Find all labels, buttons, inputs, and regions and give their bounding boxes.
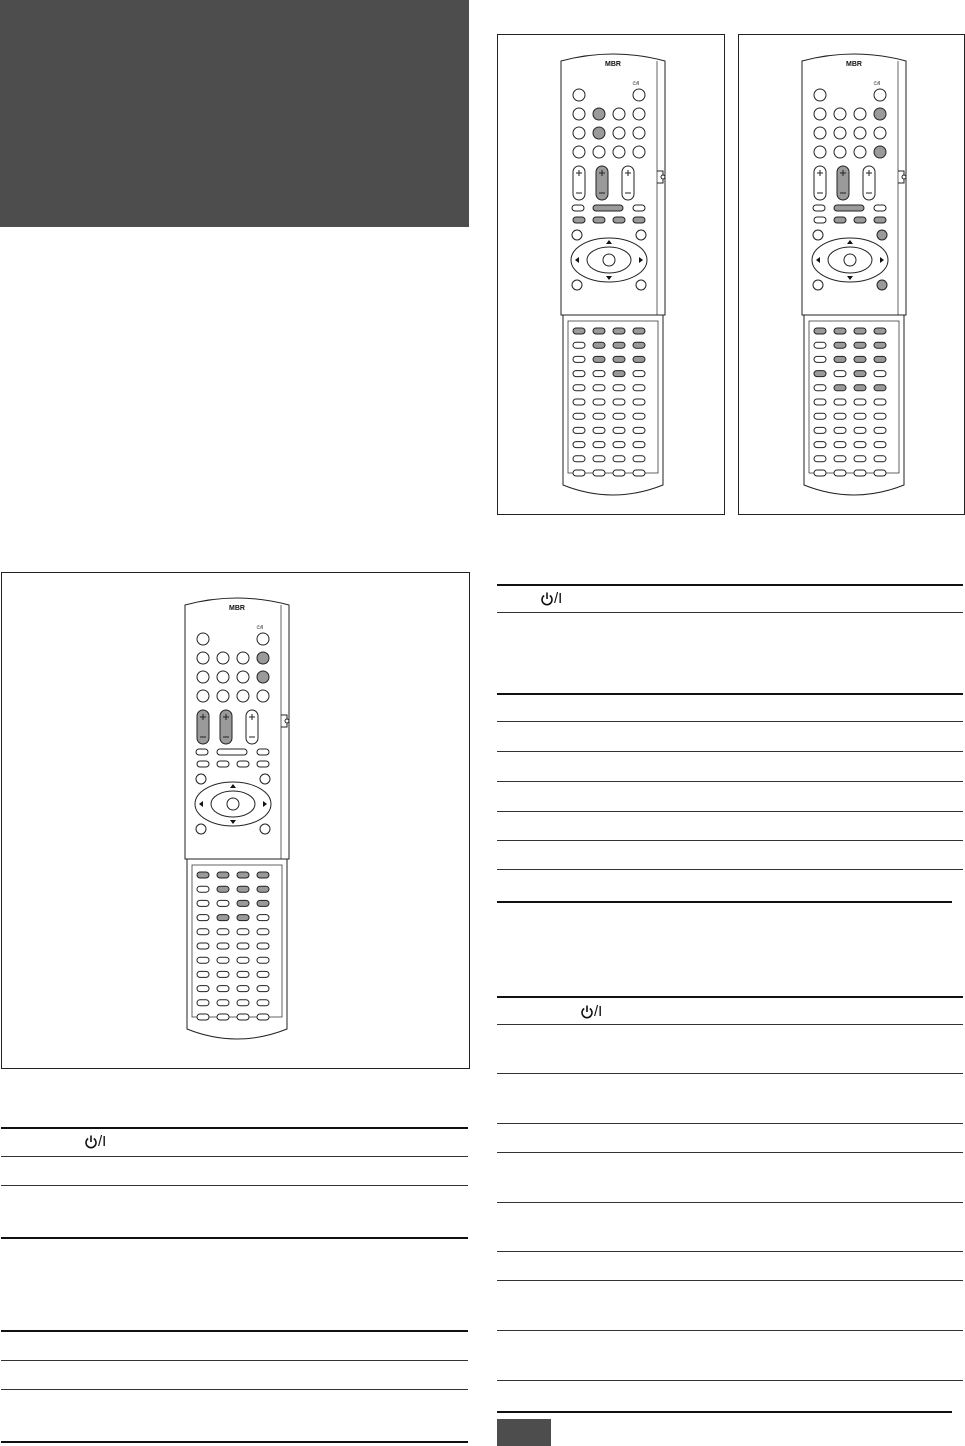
- remote-button: [237, 671, 249, 683]
- remote-button: [197, 1014, 209, 1020]
- remote-button: [613, 399, 625, 405]
- remote-button: [573, 89, 585, 101]
- remote-button: [572, 280, 582, 290]
- side-switch-knob: [902, 175, 906, 179]
- remote-button: [834, 217, 846, 223]
- remote-button: [197, 929, 209, 935]
- remote-button: [257, 943, 269, 949]
- remote-button: [237, 652, 249, 664]
- table-rule: [497, 996, 963, 998]
- remote-button: [257, 690, 269, 702]
- remote-button: [257, 761, 269, 767]
- remote-button: [257, 749, 269, 755]
- table-rule: [1, 1441, 468, 1443]
- remote-button: [197, 652, 209, 664]
- remote-button: [874, 127, 886, 139]
- remote-button: [237, 957, 249, 963]
- remote-button: [874, 371, 886, 377]
- remote-button: [237, 943, 249, 949]
- table-rule: [497, 840, 963, 841]
- remote-button: [633, 470, 645, 476]
- remote-button: [257, 986, 269, 992]
- remote-button: [257, 971, 269, 977]
- remote-button: [593, 205, 623, 211]
- remote-button: [854, 456, 866, 462]
- remote-button: [197, 986, 209, 992]
- remote-button: [572, 230, 582, 240]
- remote-button: [854, 413, 866, 419]
- remote-button: [633, 205, 645, 211]
- remote-button: [257, 886, 269, 892]
- remote-button: [197, 872, 209, 878]
- remote-button: [593, 442, 605, 448]
- remote-button: [197, 671, 209, 683]
- remote-button: [257, 957, 269, 963]
- remote-button: [874, 399, 886, 405]
- remote-control-illustration: [181, 593, 293, 1049]
- table-rule: [497, 693, 963, 695]
- remote-button: [814, 108, 826, 120]
- table-rule: [497, 1073, 963, 1074]
- remote-button: [874, 413, 886, 419]
- remote-button: [633, 442, 645, 448]
- remote-button: [217, 971, 229, 977]
- remote-button: [593, 108, 605, 120]
- table-rule: [1, 1127, 468, 1129]
- remote-button: [633, 146, 645, 158]
- remote-button: [257, 929, 269, 935]
- table-rule: [1, 1156, 468, 1157]
- table-rule: [497, 584, 963, 586]
- remote-button: [636, 280, 646, 290]
- remote-button: [573, 108, 585, 120]
- remote-button: [613, 470, 625, 476]
- remote-button: [874, 328, 886, 334]
- remote-button: [196, 749, 208, 755]
- table-rule: [497, 1330, 963, 1331]
- remote-button: [813, 280, 823, 290]
- remote-button: [874, 89, 886, 101]
- remote-button: [573, 328, 585, 334]
- remote-button: [834, 108, 846, 120]
- remote-button: [854, 385, 866, 391]
- remote-button: [573, 356, 585, 362]
- remote-button: [874, 427, 886, 433]
- remote-button: [814, 217, 826, 223]
- remote-button: [593, 342, 605, 348]
- remote-button: [257, 1014, 269, 1020]
- remote-button: [593, 217, 605, 223]
- remote-button: [814, 456, 826, 462]
- remote-button: [593, 385, 605, 391]
- power-icon: [84, 1134, 98, 1150]
- remote-button: [217, 900, 229, 906]
- remote-button: [813, 230, 823, 240]
- remote-button: [854, 371, 866, 377]
- remote-button: [633, 328, 645, 334]
- power-label: /I: [98, 1133, 107, 1150]
- remote-button: [197, 761, 209, 767]
- remote-button: [573, 399, 585, 405]
- remote-button: [257, 633, 269, 645]
- power-icon: ⏻/I: [873, 81, 881, 87]
- remote-button: [633, 217, 645, 223]
- remote-button: [217, 915, 229, 921]
- remote-button: [854, 399, 866, 405]
- remote-button: [633, 456, 645, 462]
- remote-button: [593, 356, 605, 362]
- remote-button: [633, 399, 645, 405]
- remote-button: [613, 356, 625, 362]
- remote-button: [613, 108, 625, 120]
- remote-button: [573, 427, 585, 433]
- table-rule: [497, 1251, 963, 1252]
- remote-button: [854, 108, 866, 120]
- section-title-block: [0, 0, 469, 227]
- remote-button: [197, 690, 209, 702]
- remote-button: [854, 442, 866, 448]
- remote-button: [814, 399, 826, 405]
- remote-button: [613, 427, 625, 433]
- remote-button: [814, 427, 826, 433]
- remote-button: [874, 385, 886, 391]
- table-rule: [497, 1411, 952, 1413]
- brand-logo: MBR: [846, 61, 862, 68]
- remote-button: [217, 749, 247, 755]
- remote-button: [854, 470, 866, 476]
- table-rule: [497, 869, 963, 870]
- brand-logo: MBR: [605, 61, 621, 68]
- remote-button: [237, 929, 249, 935]
- remote-button: [217, 671, 229, 683]
- table-rule: [497, 721, 963, 722]
- table-rule: [497, 1152, 963, 1153]
- remote-button: [217, 986, 229, 992]
- table-rule: [1, 1185, 468, 1186]
- remote-button: [834, 427, 846, 433]
- remote-button: [874, 342, 886, 348]
- remote-button: [237, 761, 249, 767]
- remote-button: [573, 371, 585, 377]
- remote-button: [834, 442, 846, 448]
- remote-button: [633, 385, 645, 391]
- table-rule: [1, 1330, 468, 1332]
- remote-button: [834, 205, 864, 211]
- remote-button: [237, 971, 249, 977]
- remote-button: [593, 456, 605, 462]
- remote-button: [196, 774, 206, 784]
- remote-button: [834, 399, 846, 405]
- remote-button: [854, 217, 866, 223]
- remote-button: [633, 413, 645, 419]
- remote-button: [593, 146, 605, 158]
- remote-button: [573, 470, 585, 476]
- remote-button: [573, 413, 585, 419]
- remote-button: [237, 1000, 249, 1006]
- remote-button: [593, 127, 605, 139]
- remote-button: [814, 371, 826, 377]
- table-rule: [497, 1123, 963, 1124]
- remote-button: [834, 385, 846, 391]
- remote-button: [613, 217, 625, 223]
- power-label: /I: [594, 1003, 603, 1020]
- remote-button: [197, 1000, 209, 1006]
- brand-logo: MBR: [229, 605, 245, 612]
- remote-button: [217, 652, 229, 664]
- power-icon: ⏻/I: [632, 81, 640, 87]
- remote-button: [874, 356, 886, 362]
- ok-button: [227, 798, 239, 810]
- remote-button: [257, 900, 269, 906]
- remote-control-illustration: [798, 49, 910, 505]
- remote-button: [237, 915, 249, 921]
- remote-button: [877, 280, 887, 290]
- remote-button: [572, 205, 584, 211]
- remote-button: [834, 470, 846, 476]
- remote-button: [237, 986, 249, 992]
- remote-button: [573, 127, 585, 139]
- remote-button: [854, 127, 866, 139]
- remote-button: [814, 89, 826, 101]
- remote-button: [633, 127, 645, 139]
- remote-button: [197, 957, 209, 963]
- remote-button: [257, 652, 269, 664]
- remote-button: [814, 146, 826, 158]
- remote-button: [573, 442, 585, 448]
- table-header: [540, 590, 562, 608]
- remote-button: [593, 399, 605, 405]
- table-rule: [497, 612, 963, 613]
- table-rule: [1, 1360, 468, 1361]
- remote-button: [217, 929, 229, 935]
- remote-button: [573, 146, 585, 158]
- power-icon: [580, 1004, 594, 1020]
- table-rule: [497, 1380, 963, 1381]
- remote-button: [834, 456, 846, 462]
- remote-button: [257, 915, 269, 921]
- remote-button: [573, 217, 585, 223]
- table-rule: [1, 1389, 468, 1390]
- remote-button: [854, 146, 866, 158]
- remote-button: [257, 671, 269, 683]
- remote-button: [197, 633, 209, 645]
- remote-button: [814, 342, 826, 348]
- remote-button: [593, 470, 605, 476]
- remote-button: [613, 371, 625, 377]
- page-index-tab: [497, 1419, 551, 1446]
- remote-button: [814, 356, 826, 362]
- remote-button: [197, 971, 209, 977]
- remote-button: [834, 413, 846, 419]
- remote-button: [197, 886, 209, 892]
- remote-button: [613, 342, 625, 348]
- remote-button: [217, 957, 229, 963]
- remote-button: [613, 413, 625, 419]
- remote-button: [613, 456, 625, 462]
- remote-button: [874, 442, 886, 448]
- remote-figure-right-a: [497, 34, 725, 515]
- remote-button: [834, 356, 846, 362]
- remote-button: [613, 127, 625, 139]
- remote-button: [814, 385, 826, 391]
- remote-button: [874, 470, 886, 476]
- remote-button: [573, 385, 585, 391]
- remote-button: [854, 342, 866, 348]
- remote-control-illustration: [557, 49, 669, 505]
- remote-button: [854, 356, 866, 362]
- side-switch-knob: [661, 175, 665, 179]
- remote-button: [196, 824, 206, 834]
- remote-button: [237, 886, 249, 892]
- remote-button: [854, 427, 866, 433]
- remote-button: [217, 1000, 229, 1006]
- remote-button: [217, 690, 229, 702]
- remote-button: [814, 442, 826, 448]
- power-label: /I: [554, 590, 563, 607]
- remote-button: [633, 108, 645, 120]
- remote-button: [593, 371, 605, 377]
- remote-button: [260, 774, 270, 784]
- remote-button: [613, 146, 625, 158]
- remote-button: [834, 127, 846, 139]
- remote-button: [834, 371, 846, 377]
- power-icon: ⏻/I: [256, 625, 264, 631]
- remote-button: [217, 886, 229, 892]
- remote-button: [237, 872, 249, 878]
- remote-button: [814, 413, 826, 419]
- table-rule: [497, 901, 952, 903]
- remote-button: [217, 943, 229, 949]
- remote-figure-left: [1, 572, 470, 1069]
- remote-button: [813, 205, 825, 211]
- remote-button: [573, 342, 585, 348]
- remote-button: [237, 900, 249, 906]
- remote-button: [633, 89, 645, 101]
- remote-button: [874, 456, 886, 462]
- remote-button: [814, 328, 826, 334]
- table-rule: [497, 811, 963, 812]
- remote-button: [257, 872, 269, 878]
- remote-button: [197, 943, 209, 949]
- remote-button: [633, 356, 645, 362]
- table-header: [84, 1133, 106, 1151]
- ok-button: [844, 254, 856, 266]
- remote-button: [814, 127, 826, 139]
- remote-button: [593, 427, 605, 433]
- remote-button: [197, 900, 209, 906]
- remote-button: [237, 690, 249, 702]
- remote-button: [217, 1014, 229, 1020]
- remote-button: [854, 328, 866, 334]
- table-rule: [497, 751, 963, 752]
- remote-button: [613, 442, 625, 448]
- remote-button: [874, 146, 886, 158]
- remote-button: [257, 1000, 269, 1006]
- table-header: [580, 1003, 602, 1021]
- remote-button: [874, 108, 886, 120]
- remote-button: [613, 385, 625, 391]
- remote-button: [633, 371, 645, 377]
- remote-button: [834, 328, 846, 334]
- remote-button: [260, 824, 270, 834]
- remote-figure-right-b: [738, 34, 965, 515]
- side-switch-knob: [285, 719, 289, 723]
- remote-button: [834, 342, 846, 348]
- remote-button: [593, 413, 605, 419]
- table-rule: [497, 1024, 963, 1025]
- table-rule: [497, 1202, 963, 1203]
- remote-button: [613, 328, 625, 334]
- table-rule: [1, 1237, 468, 1239]
- remote-button: [217, 761, 229, 767]
- power-icon: [540, 591, 554, 607]
- remote-button: [877, 230, 887, 240]
- remote-button: [633, 342, 645, 348]
- remote-button: [633, 427, 645, 433]
- remote-button: [874, 205, 886, 211]
- remote-button: [237, 1014, 249, 1020]
- remote-button: [636, 230, 646, 240]
- remote-button: [197, 915, 209, 921]
- remote-button: [573, 456, 585, 462]
- remote-button: [834, 146, 846, 158]
- table-rule: [497, 781, 963, 782]
- remote-button: [217, 872, 229, 878]
- ok-button: [603, 254, 615, 266]
- table-rule: [497, 1280, 963, 1281]
- remote-button: [874, 217, 886, 223]
- remote-button: [814, 470, 826, 476]
- remote-button: [593, 328, 605, 334]
